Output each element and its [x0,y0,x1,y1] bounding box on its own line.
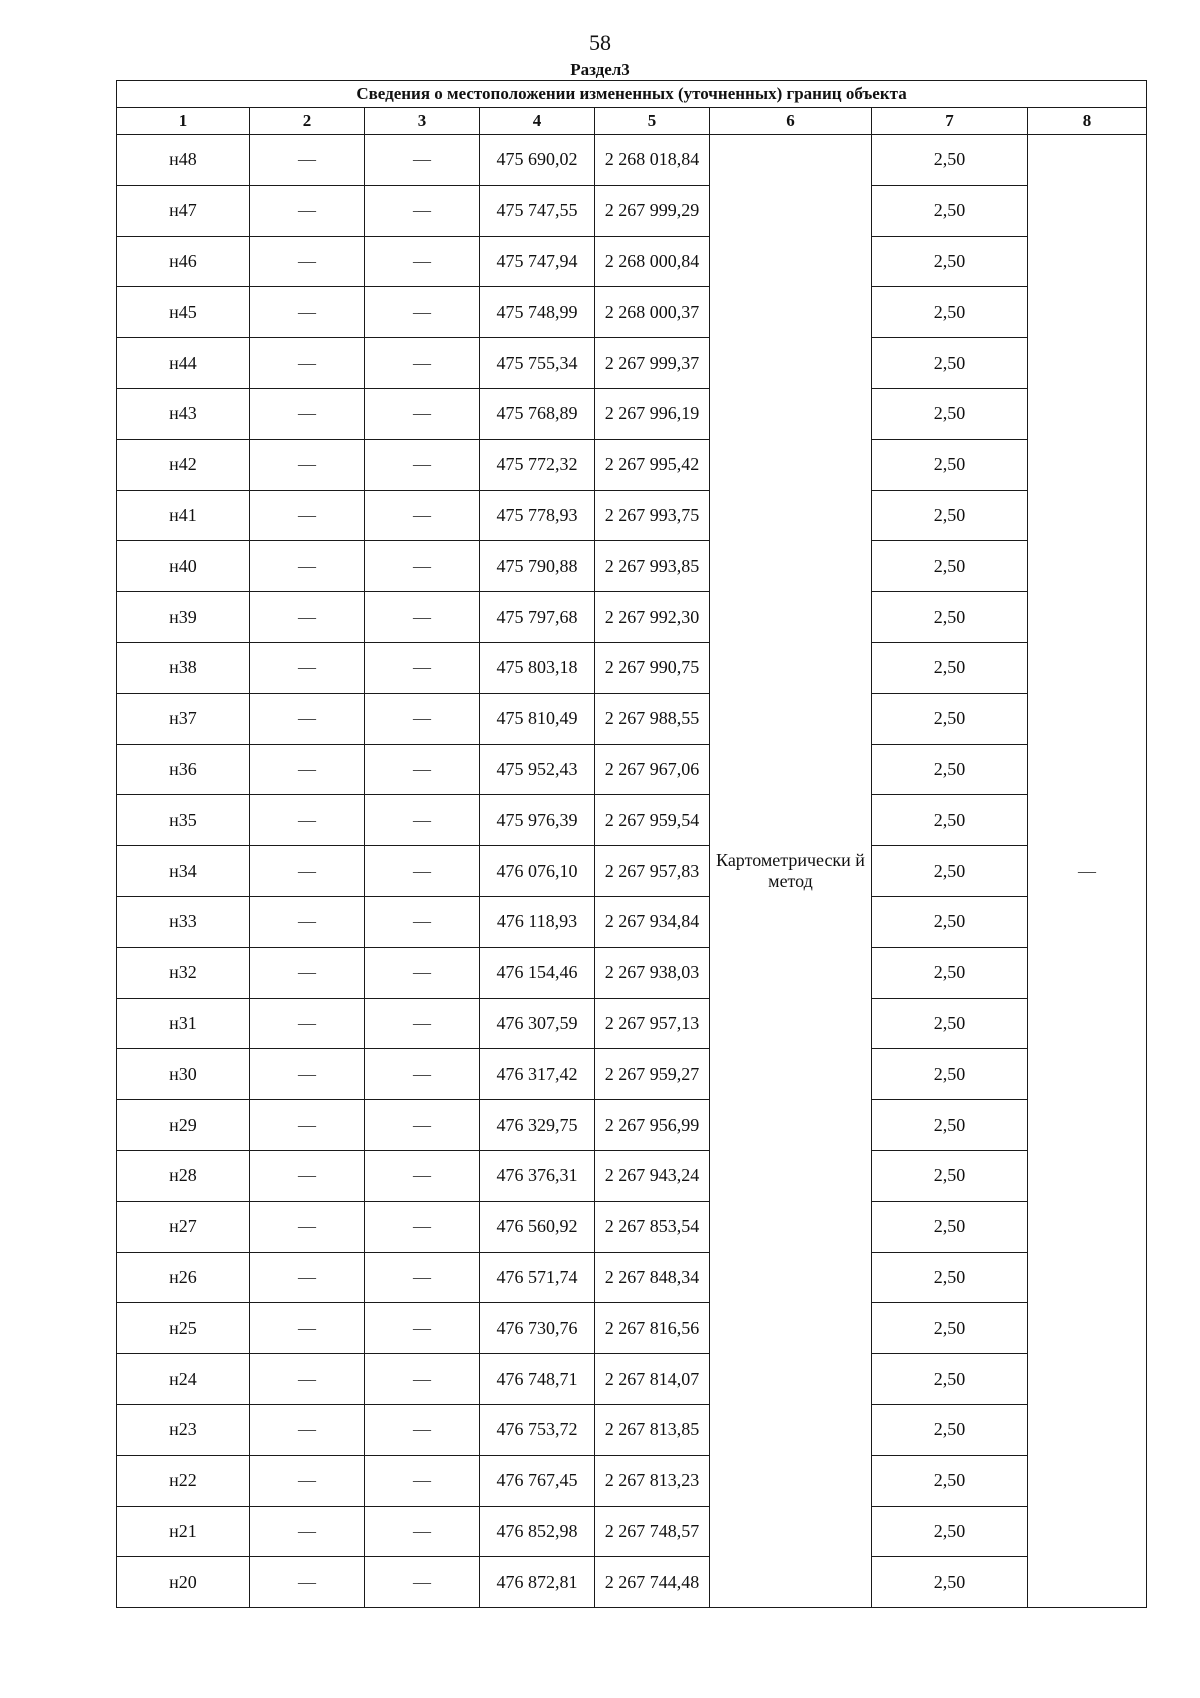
table-row [117,135,1147,186]
col2-cell: — [250,439,365,490]
col3-cell: — [365,338,480,389]
table-row [117,439,1147,490]
point-cell: н29 [117,1100,250,1151]
table-row [117,490,1147,541]
accuracy-cell: 2,50 [872,744,1028,795]
point-cell: н42 [117,439,250,490]
accuracy-cell: 2,50 [872,1455,1028,1506]
table-row [117,388,1147,439]
accuracy-cell: 2,50 [872,185,1028,236]
col3-cell: — [365,846,480,897]
boundary-table [116,80,1147,1608]
col2-cell: — [250,947,365,998]
column-number: 2 [250,108,365,135]
table-row [117,1557,1147,1608]
column-number-row [117,108,1147,135]
col2-cell: — [250,1557,365,1608]
y-coordinate-cell: 2 267 814,07 [595,1354,710,1405]
accuracy-cell: 2,50 [872,947,1028,998]
table-row [117,998,1147,1049]
col3-cell: — [365,1506,480,1557]
col2-cell: — [250,1100,365,1151]
col2-cell: — [250,1455,365,1506]
y-coordinate-cell: 2 267 988,55 [595,693,710,744]
col3-cell: — [365,1404,480,1455]
y-coordinate-cell: 2 267 853,54 [595,1201,710,1252]
y-coordinate-cell: 2 268 000,37 [595,287,710,338]
col2-cell: — [250,846,365,897]
accuracy-cell: 2,50 [872,1049,1028,1100]
col2-cell: — [250,1506,365,1557]
point-cell: н37 [117,693,250,744]
x-coordinate-cell: 476 376,31 [480,1150,595,1201]
accuracy-cell: 2,50 [872,1252,1028,1303]
col2-cell: — [250,896,365,947]
col2-cell: — [250,1049,365,1100]
x-coordinate-cell: 475 748,99 [480,287,595,338]
x-coordinate-cell: 475 772,32 [480,439,595,490]
x-coordinate-cell: 475 778,93 [480,490,595,541]
col2-cell: — [250,338,365,389]
table-row [117,1303,1147,1354]
col2-cell: — [250,236,365,287]
accuracy-cell: 2,50 [872,1354,1028,1405]
column-number: 1 [117,108,250,135]
point-cell: н38 [117,642,250,693]
x-coordinate-cell: 476 076,10 [480,846,595,897]
col3-cell: — [365,135,480,186]
accuracy-cell: 2,50 [872,1100,1028,1151]
col3-cell: — [365,642,480,693]
accuracy-cell: 2,50 [872,135,1028,186]
x-coordinate-cell: 475 803,18 [480,642,595,693]
col3-cell: — [365,1455,480,1506]
accuracy-cell: 2,50 [872,1303,1028,1354]
point-cell: н32 [117,947,250,998]
y-coordinate-cell: 2 267 956,99 [595,1100,710,1151]
point-cell: н31 [117,998,250,1049]
column-number: 5 [595,108,710,135]
accuracy-cell: 2,50 [872,388,1028,439]
col2-cell: — [250,185,365,236]
table-body [117,135,1147,1608]
table-row [117,1100,1147,1151]
x-coordinate-cell: 475 810,49 [480,693,595,744]
col2-cell: — [250,388,365,439]
table-row [117,1506,1147,1557]
col3-cell: — [365,236,480,287]
col2-cell: — [250,1252,365,1303]
table-row [117,947,1147,998]
col3-cell: — [365,1150,480,1201]
point-cell: н39 [117,592,250,643]
table-row [117,236,1147,287]
x-coordinate-cell: 475 768,89 [480,388,595,439]
col2-cell: — [250,135,365,186]
y-coordinate-cell: 2 267 993,75 [595,490,710,541]
x-coordinate-cell: 476 748,71 [480,1354,595,1405]
col2-cell: — [250,795,365,846]
accuracy-cell: 2,50 [872,1201,1028,1252]
x-coordinate-cell: 475 976,39 [480,795,595,846]
x-coordinate-cell: 476 753,72 [480,1404,595,1455]
page-number: 58 [589,30,611,55]
x-coordinate-cell: 476 872,81 [480,1557,595,1608]
column-number: 8 [1028,108,1147,135]
y-coordinate-cell: 2 267 748,57 [595,1506,710,1557]
y-coordinate-cell: 2 267 992,30 [595,592,710,643]
y-coordinate-cell: 2 267 967,06 [595,744,710,795]
y-coordinate-cell: 2 268 000,84 [595,236,710,287]
col3-cell: — [365,1049,480,1100]
point-cell: н22 [117,1455,250,1506]
column-number: 6 [710,108,872,135]
col3-cell: — [365,998,480,1049]
y-coordinate-cell: 2 267 993,85 [595,541,710,592]
point-cell: н33 [117,896,250,947]
col2-cell: — [250,1354,365,1405]
table-row [117,896,1147,947]
table-row [117,846,1147,897]
table-row [117,338,1147,389]
accuracy-cell: 2,50 [872,846,1028,897]
y-coordinate-cell: 2 267 813,85 [595,1404,710,1455]
x-coordinate-cell: 475 797,68 [480,592,595,643]
point-cell: н43 [117,388,250,439]
col2-cell: — [250,1303,365,1354]
method-cell: Картометрически й метод [710,135,872,1608]
y-coordinate-cell: 2 267 943,24 [595,1150,710,1201]
y-coordinate-cell: 2 267 816,56 [595,1303,710,1354]
y-coordinate-cell: 2 267 990,75 [595,642,710,693]
column-number: 7 [872,108,1028,135]
point-cell: н20 [117,1557,250,1608]
x-coordinate-cell: 475 747,94 [480,236,595,287]
point-cell: н25 [117,1303,250,1354]
y-coordinate-cell: 2 267 995,42 [595,439,710,490]
point-cell: н44 [117,338,250,389]
col3-cell: — [365,1201,480,1252]
col2-cell: — [250,1404,365,1455]
col2-cell: — [250,1201,365,1252]
point-cell: н27 [117,1201,250,1252]
col3-cell: — [365,541,480,592]
accuracy-cell: 2,50 [872,1404,1028,1455]
accuracy-cell: 2,50 [872,541,1028,592]
table-row [117,592,1147,643]
y-coordinate-cell: 2 267 999,37 [595,338,710,389]
col3-cell: — [365,896,480,947]
col3-cell: — [365,439,480,490]
accuracy-cell: 2,50 [872,998,1028,1049]
point-cell: н24 [117,1354,250,1405]
col3-cell: — [365,287,480,338]
col3-cell: — [365,947,480,998]
accuracy-cell: 2,50 [872,1557,1028,1608]
x-coordinate-cell: 476 329,75 [480,1100,595,1151]
y-coordinate-cell: 2 268 018,84 [595,135,710,186]
x-coordinate-cell: 476 852,98 [480,1506,595,1557]
y-coordinate-cell: 2 267 744,48 [595,1557,710,1608]
table-caption: Сведения о местоположении измененных (уточненных) границ объекта [117,81,1147,108]
col2-cell: — [250,744,365,795]
point-cell: н48 [117,135,250,186]
table-row [117,795,1147,846]
table-row [117,1404,1147,1455]
y-coordinate-cell: 2 267 813,23 [595,1455,710,1506]
column-number: 3 [365,108,480,135]
accuracy-cell: 2,50 [872,338,1028,389]
section-title: Раздел3 [570,60,630,79]
x-coordinate-cell: 476 307,59 [480,998,595,1049]
accuracy-cell: 2,50 [872,693,1028,744]
x-coordinate-cell: 475 790,88 [480,541,595,592]
table-row [117,541,1147,592]
col2-cell: — [250,998,365,1049]
point-cell: н28 [117,1150,250,1201]
x-coordinate-cell: 475 690,02 [480,135,595,186]
col3-cell: — [365,693,480,744]
accuracy-cell: 2,50 [872,439,1028,490]
col2-cell: — [250,592,365,643]
point-cell: н47 [117,185,250,236]
table-row [117,693,1147,744]
table-row [117,1252,1147,1303]
point-cell: н26 [117,1252,250,1303]
col2-cell: — [250,490,365,541]
col3-cell: — [365,1303,480,1354]
x-coordinate-cell: 475 747,55 [480,185,595,236]
y-coordinate-cell: 2 267 934,84 [595,896,710,947]
table-row [117,1049,1147,1100]
point-cell: н45 [117,287,250,338]
column-number: 4 [480,108,595,135]
x-coordinate-cell: 476 118,93 [480,896,595,947]
col2-cell: — [250,642,365,693]
y-coordinate-cell: 2 267 957,83 [595,846,710,897]
table-row [117,642,1147,693]
col3-cell: — [365,185,480,236]
table-row [117,185,1147,236]
col3-cell: — [365,1100,480,1151]
x-coordinate-cell: 475 952,43 [480,744,595,795]
col2-cell: — [250,1150,365,1201]
col3-cell: — [365,744,480,795]
col3-cell: — [365,795,480,846]
col3-cell: — [365,1252,480,1303]
x-coordinate-cell: 476 317,42 [480,1049,595,1100]
accuracy-cell: 2,50 [872,592,1028,643]
x-coordinate-cell: 476 560,92 [480,1201,595,1252]
point-cell: н30 [117,1049,250,1100]
x-coordinate-cell: 476 154,46 [480,947,595,998]
accuracy-cell: 2,50 [872,1150,1028,1201]
y-coordinate-cell: 2 267 999,29 [595,185,710,236]
accuracy-cell: 2,50 [872,236,1028,287]
x-coordinate-cell: 476 767,45 [480,1455,595,1506]
col2-cell: — [250,693,365,744]
x-coordinate-cell: 476 730,76 [480,1303,595,1354]
accuracy-cell: 2,50 [872,642,1028,693]
col2-cell: — [250,287,365,338]
col3-cell: — [365,388,480,439]
y-coordinate-cell: 2 267 959,54 [595,795,710,846]
col3-cell: — [365,1354,480,1405]
point-cell: н46 [117,236,250,287]
col3-cell: — [365,592,480,643]
accuracy-cell: 2,50 [872,490,1028,541]
y-coordinate-cell: 2 267 848,34 [595,1252,710,1303]
point-cell: н40 [117,541,250,592]
table-row [117,744,1147,795]
point-cell: н34 [117,846,250,897]
accuracy-cell: 2,50 [872,1506,1028,1557]
table-row [117,287,1147,338]
point-cell: н36 [117,744,250,795]
col8-cell: — [1028,135,1147,1608]
accuracy-cell: 2,50 [872,287,1028,338]
y-coordinate-cell: 2 267 957,13 [595,998,710,1049]
table-row [117,1201,1147,1252]
table-row [117,1354,1147,1405]
table-caption-row [117,81,1147,108]
x-coordinate-cell: 475 755,34 [480,338,595,389]
col3-cell: — [365,1557,480,1608]
table-row [117,1150,1147,1201]
x-coordinate-cell: 476 571,74 [480,1252,595,1303]
accuracy-cell: 2,50 [872,795,1028,846]
y-coordinate-cell: 2 267 959,27 [595,1049,710,1100]
accuracy-cell: 2,50 [872,896,1028,947]
col2-cell: — [250,541,365,592]
point-cell: н35 [117,795,250,846]
point-cell: н41 [117,490,250,541]
col3-cell: — [365,490,480,541]
table-row [117,1455,1147,1506]
y-coordinate-cell: 2 267 938,03 [595,947,710,998]
y-coordinate-cell: 2 267 996,19 [595,388,710,439]
point-cell: н23 [117,1404,250,1455]
point-cell: н21 [117,1506,250,1557]
